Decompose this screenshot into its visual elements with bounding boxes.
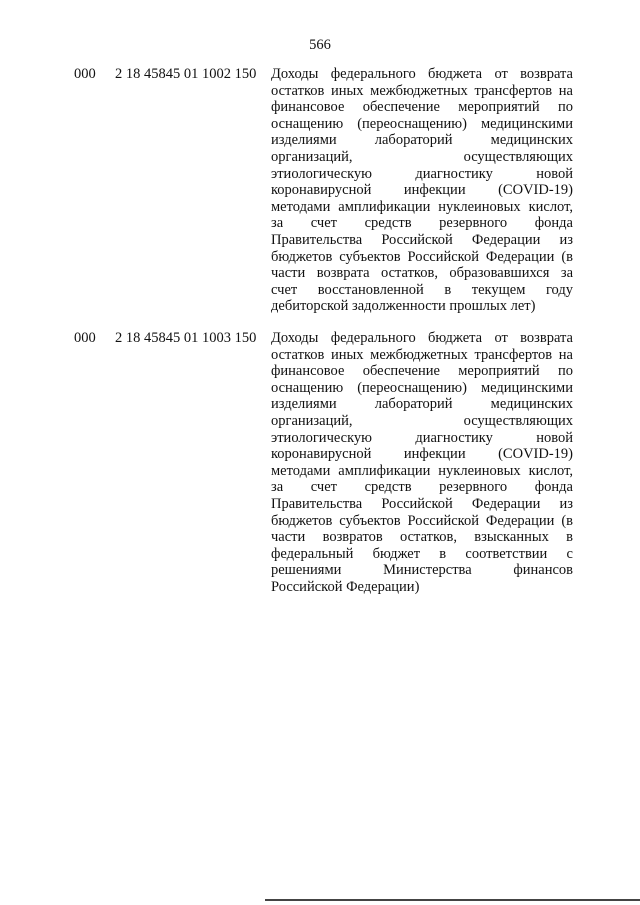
description-line: финансовое обеспечение мероприятий по	[271, 363, 573, 380]
description-line: счет восстановленной в текущем году	[271, 281, 573, 298]
description-line: бюджетов субъектов Российской Федерации (в	[271, 248, 573, 265]
description-line: федеральный бюджет в соответствии с	[271, 545, 573, 562]
description-line: коронавирусной инфекции (COVID-19)	[271, 182, 573, 199]
description-line: изделиями лабораторий медицинских	[271, 132, 573, 149]
description-line: решениями Министерства финансов	[271, 562, 573, 579]
budget-classification-code: 2 18 45845 01 1002 150	[115, 66, 257, 82]
entry-description	[271, 66, 573, 315]
description-line: Доходы федерального бюджета от возврата	[271, 66, 573, 82]
description-line: организаций, осуществляющих	[271, 412, 573, 429]
budget-classification-code: 2 18 45845 01 1003 150	[115, 330, 257, 346]
description-line: Правительства Российской Федерации из	[271, 231, 573, 248]
description-line: остатков иных межбюджетных трансфертов на	[271, 82, 573, 99]
description-line: этиологическую диагностику новой	[271, 165, 573, 182]
description-line: оснащению (переоснащению) медицинскими	[271, 379, 573, 396]
administrator-code: 000	[74, 66, 96, 82]
description-line: оснащению (переоснащению) медицинскими	[271, 115, 573, 132]
description-line: за счет средств резервного фонда	[271, 215, 573, 232]
description-line: методами амплификации нуклеиновых кислот,	[271, 198, 573, 215]
description-line: Доходы федерального бюджета от возврата	[271, 330, 573, 346]
description-line: организаций, осуществляющих	[271, 148, 573, 165]
entry-description	[271, 330, 573, 596]
description-line: за счет средств резервного фонда	[271, 479, 573, 496]
description-line: Российской Федерации)	[271, 578, 420, 595]
scan-edge-line	[265, 899, 640, 901]
page-number: 566	[309, 37, 331, 53]
administrator-code: 000	[74, 330, 96, 346]
description-line: финансовое обеспечение мероприятий по	[271, 99, 573, 116]
description-line: Правительства Российской Федерации из	[271, 495, 573, 512]
description-line: коронавирусной инфекции (COVID-19)	[271, 446, 573, 463]
description-line: методами амплификации нуклеиновых кислот,	[271, 462, 573, 479]
description-line: бюджетов субъектов Российской Федерации (в	[271, 512, 573, 529]
description-line: остатков иных межбюджетных трансфертов на	[271, 346, 573, 363]
description-line: этиологическую диагностику новой	[271, 429, 573, 446]
description-line: части возвратов остатков, взысканных в	[271, 529, 573, 546]
description-line: дебиторской задолженности прошлых лет)	[271, 298, 536, 315]
description-line: части возврата остатков, образовавшихся за	[271, 265, 573, 282]
description-line: изделиями лабораторий медицинских	[271, 396, 573, 413]
